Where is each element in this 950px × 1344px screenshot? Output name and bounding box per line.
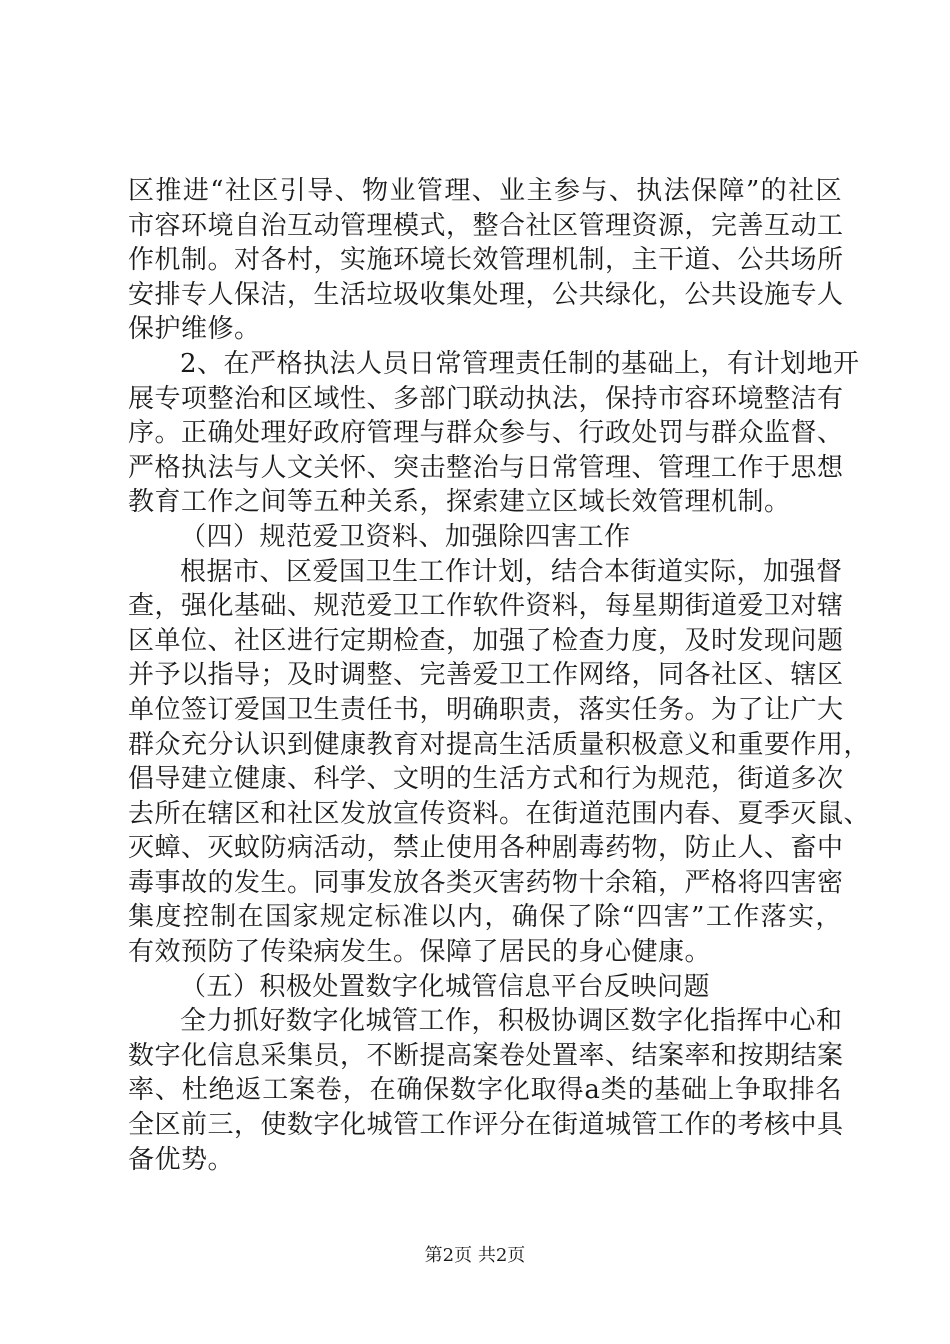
body-line-13: 查，强化基础、规范爱卫工作软件资料，每星期街道爱卫对辖 — [128, 591, 844, 622]
body-line-1: 区推进“社区引导、物业管理、业主参与、执法保障”的社区 — [128, 176, 842, 206]
body-line-23: 有效预防了传染病发生。保障了居民的身心健康。 — [128, 937, 712, 968]
body-line-25: 全力抓好数字化城管工作，积极协调区数字化指挥中心和 — [180, 1006, 843, 1037]
body-line-16: 单位签订爱国卫生责任书，明确职责，落实任务。为了让广大 — [128, 694, 844, 725]
body-line-4: 安排专人保洁，生活垃圾收集处理，公共绿化，公共设施专人 — [128, 279, 844, 310]
body-line-18: 倡导建立健康、科学、文明的生活方式和行为规范，街道多次 — [128, 764, 844, 795]
body-line-10: 教育工作之间等五种关系，探索建立区域长效管理机制。 — [128, 487, 791, 518]
body-line-17: 群众充分认识到健康教育对提高生活质量积极意义和重要作用， — [128, 729, 871, 760]
body-line-2: 市容环境自治互动管理模式，整合社区管理资源，完善互动工 — [128, 210, 844, 241]
body-line-21: 毒事故的发生。同事发放各类灭害药物十余箱，严格将四害密 — [128, 867, 844, 898]
body-line-7: 展专项整治和区域性、多部门联动执法，保持市容环境整洁有 — [128, 383, 844, 414]
body-line-20: 灭蟑、灭蚊防病活动，禁止使用各种剧毒药物，防止人、畜中 — [128, 833, 844, 864]
body-line-22: 集度控制在国家规定标准以内，确保了除“四害”工作落实， — [128, 902, 842, 933]
body-line-9: 严格执法与人文关怀、突击整治与日常管理、管理工作于思想 — [128, 452, 844, 483]
document-body — [128, 174, 871, 1177]
body-line-3: 作机制。对各村，实施环境长效管理机制，主干道、公共场所 — [128, 245, 844, 276]
body-line-26: 数字化信息采集员，不断提高案卷处置率、结案率和按期结案 — [128, 1040, 844, 1071]
body-line-15: 并予以指导；及时调整、完善爱卫工作网络，同各社区、辖区 — [128, 660, 844, 691]
body-line-27: 率、杜绝返工案卷，在确保数字化取得a类的基础上争取排名 — [128, 1075, 842, 1106]
body-line-8: 序。正确处理好政府管理与群众参与、行政处罚与群众监督、 — [128, 418, 844, 449]
body-line-5: 保护维修。 — [128, 314, 261, 345]
body-line-19: 去所在辖区和社区发放宣传资料。在街道范围内春、夏季灭鼠、 — [128, 798, 871, 829]
section-heading-5: （五）积极处置数字化城管信息平台反映问题 — [180, 971, 711, 1002]
body-line-14: 区单位、社区进行定期检查，加强了检查力度，及时发现问题 — [128, 625, 844, 656]
body-line-12: 根据市、区爱国卫生工作计划，结合本街道实际，加强督 — [180, 556, 843, 587]
body-line-28: 全区前三，使数字化城管工作评分在街道城管工作的考核中具 — [128, 1110, 844, 1141]
body-line-29: 备优势。 — [128, 1144, 235, 1175]
page-footer: 第2页 共2页 — [424, 1245, 526, 1266]
section-heading-4: （四）规范爱卫资料、加强除四害工作 — [180, 521, 631, 552]
body-line-6: 2、在严格执法人员日常管理责任制的基础上，有计划地开 — [180, 348, 860, 379]
